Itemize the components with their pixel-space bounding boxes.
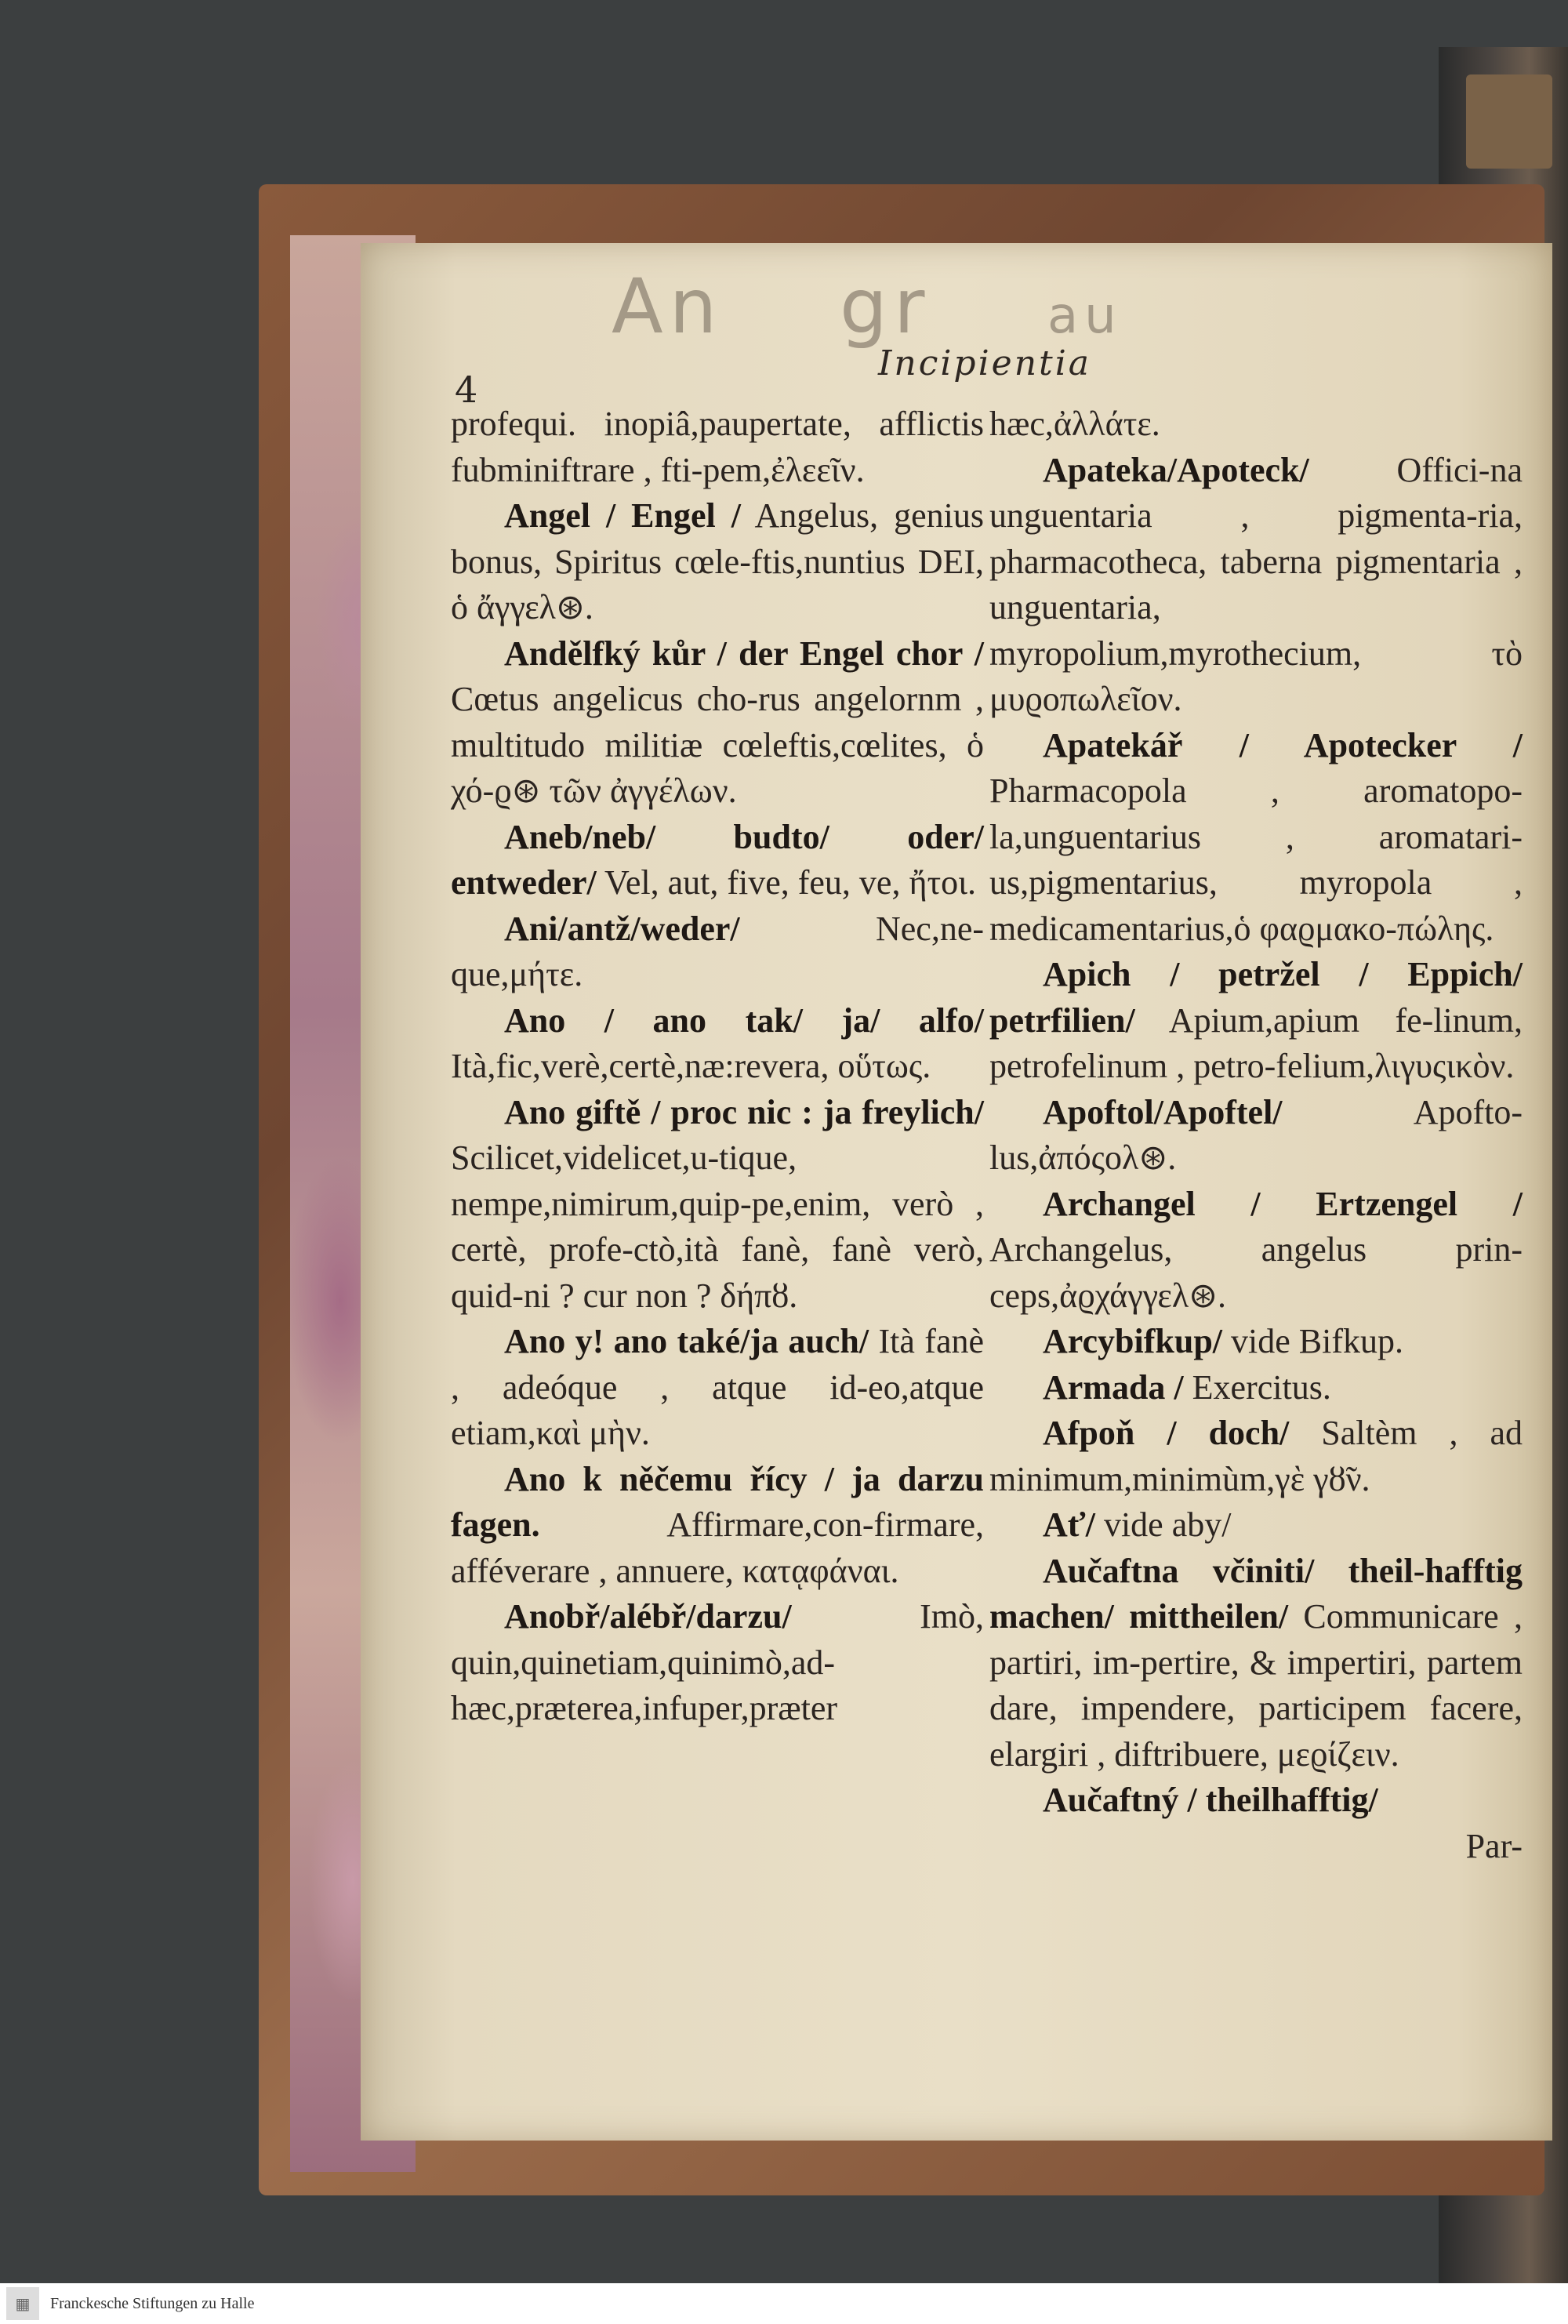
entry-definition: Angelus, genius bonus, Spiritus cœle-ftis,nuntius DEI, ὁ ἄγγελ⊛. xyxy=(451,496,984,626)
dictionary-entry xyxy=(989,1549,1523,1778)
entry-definition: Communicare , partiri, im-pertire, & impertiri, partem dare, impendere, participem facere, elargiri , diftribuere, μεϱίζειν. xyxy=(989,1597,1523,1774)
binding-corner xyxy=(1466,74,1552,169)
footer-institution: Franckesche Stiftungen zu Halle xyxy=(50,2294,255,2312)
entry-headword: Andělfký kůr / der Engel chor / xyxy=(504,634,984,673)
dictionary-entry xyxy=(989,448,1523,723)
entry-headword: Apateka/Apoteck/ xyxy=(1043,450,1309,489)
entry-headword: Apoftol/Apoftel/ xyxy=(1043,1092,1283,1131)
dictionary-entry xyxy=(451,631,984,815)
dictionary-entry xyxy=(989,1365,1523,1411)
right-column xyxy=(989,401,1523,1869)
entry-headword: Anobř/alébř/darzu/ xyxy=(504,1597,792,1636)
pencil-mark-2: gr xyxy=(840,263,931,350)
institution-logo-icon: ▦ xyxy=(6,2287,39,2320)
entry-headword: Aučaftna včiniti/ theil-hafftig machen/ mittheilen/ xyxy=(989,1551,1523,1636)
entry-headword: Arcybifkup/ xyxy=(1043,1322,1223,1360)
dictionary-entry xyxy=(451,998,984,1090)
pencil-annotation xyxy=(612,263,1209,350)
entry-definition: profequi. inopiâ,paupertate, afflictis fubminiftrare , fti-pem,ἐλεεῖν. xyxy=(451,405,984,489)
pencil-mark-1: An xyxy=(612,263,724,350)
dictionary-entry xyxy=(451,493,984,631)
entry-headword: Ani/antž/weder/ xyxy=(504,909,740,948)
entry-headword: Aneb/neb/ budto/ oder/ entweder/ xyxy=(451,817,984,902)
entry-definition: Scilicet,videlicet,u-tique, nempe,nimirum,quip-pe,enim, verò , certè, profe-ctò,ità fanè, fanè verò, quid-ni ? cur non ? δήπȣ. xyxy=(451,1138,984,1315)
entry-headword: Ano giftě / proc nic : ja freylich/ xyxy=(504,1092,984,1131)
page-number: 4 xyxy=(455,369,478,411)
dictionary-entry xyxy=(451,906,984,998)
entry-headword: Afpoň / doch/ xyxy=(1043,1414,1290,1452)
dictionary-entry xyxy=(451,1594,984,1732)
dictionary-entry xyxy=(989,1411,1523,1502)
entry-definition: Imò, quin,quinetiam,quinimò,ad-hæc,præterea,infuper,præter xyxy=(451,1597,984,1727)
entry-definition: Ità fanè , adeóque , atque id-eo,atque etiam,καὶ μὴν. xyxy=(451,1322,985,1452)
entry-headword: Angel / Engel / xyxy=(504,496,741,535)
dictionary-entry xyxy=(989,1182,1523,1320)
entry-headword: Apich / petržel / Eppich/ petrfilien/ xyxy=(989,955,1523,1040)
entry-definition: Nec,ne-que,μήτε. xyxy=(451,909,984,993)
dictionary-entry xyxy=(451,1319,984,1457)
entry-headword: Ano / ano tak/ ja/ alfo/ xyxy=(504,1000,984,1040)
entry-headword: Ano y! ano také/ja auch/ xyxy=(504,1322,869,1360)
entry-definition: Vel, aut, five, feu, ve, ἤτοι. xyxy=(604,863,976,902)
dictionary-entry xyxy=(989,1777,1523,1824)
pencil-mark-3: au xyxy=(1047,287,1123,345)
dictionary-entry xyxy=(451,401,984,493)
dictionary-entry xyxy=(451,815,984,906)
entry-definition: Offici-na unguentaria , pigmenta-ria, pharmacotheca, taberna pigmentaria , unguentaria, myropolium,myrothecium, τὸ μυϱοπωλεῖον. xyxy=(989,450,1523,718)
dictionary-entry xyxy=(989,401,1523,448)
dictionary-entry xyxy=(451,1457,984,1595)
left-column xyxy=(451,401,984,1732)
entry-headword: Apatekář / Apotecker / xyxy=(1043,725,1523,764)
entry-definition: Saltèm , ad minimum,minimùm,γὲ γȣ̃ν. xyxy=(989,1414,1523,1498)
entry-definition: Exercitus. xyxy=(1192,1367,1331,1407)
entry-headword: Aučaftný / theilhafftig/ xyxy=(1043,1781,1378,1819)
entry-definition: hæc,ἀλλάτε. xyxy=(989,405,1160,443)
entry-definition: Apium,apium fe-linum, petrofelinum , petro-felium,λιγυςικὸν. xyxy=(989,1000,1523,1085)
entry-headword: Ano k něčemu řícy / ja darzu fagen. xyxy=(451,1459,984,1544)
viewer-footer xyxy=(0,2283,1568,2324)
entry-headword: Ať/ xyxy=(1043,1505,1095,1544)
dictionary-entry xyxy=(989,723,1523,953)
dictionary-entry xyxy=(989,1090,1523,1182)
entry-definition: Affirmare,con-firmare, afféverare , annuere, κατᾳφάναι. xyxy=(451,1505,984,1590)
entry-definition: Ità,fic,verè,certè,næ:revera, οὕτως. xyxy=(451,1047,931,1085)
dictionary-entry xyxy=(989,1502,1523,1549)
entry-headword: Armada / xyxy=(1043,1367,1184,1407)
dictionary-entry xyxy=(989,952,1523,1090)
catchword: Par- xyxy=(1465,1826,1523,1865)
dictionary-entry xyxy=(989,1319,1523,1365)
entry-definition: Apofto-lus,ἀπόςολ⊛. xyxy=(989,1092,1523,1177)
entry-definition: Archangelus, angelus prin-ceps,ἀϱχάγγελ⊛. xyxy=(989,1230,1523,1315)
running-head: Incipientia xyxy=(878,343,1092,383)
dictionary-entry xyxy=(451,1090,984,1320)
entry-definition: Pharmacopola , aromatopo-la,unguentarius , aromatari-us,pigmentarius, myropola , medicamentarius,ὁ φαϱμακο-πώλης. xyxy=(989,772,1523,948)
entry-definition: vide aby/ xyxy=(1103,1505,1232,1544)
entry-definition: Cœtus angelicus cho-rus angelornm , multitudo militiæ cœleftis,cœlites, ὁ χό-ϱ⊛ τῶν ἀγγέλων. xyxy=(451,680,984,810)
entry-definition: vide Bifkup. xyxy=(1231,1322,1404,1360)
entry-headword: Archangel / Ertzengel / xyxy=(1043,1184,1523,1223)
